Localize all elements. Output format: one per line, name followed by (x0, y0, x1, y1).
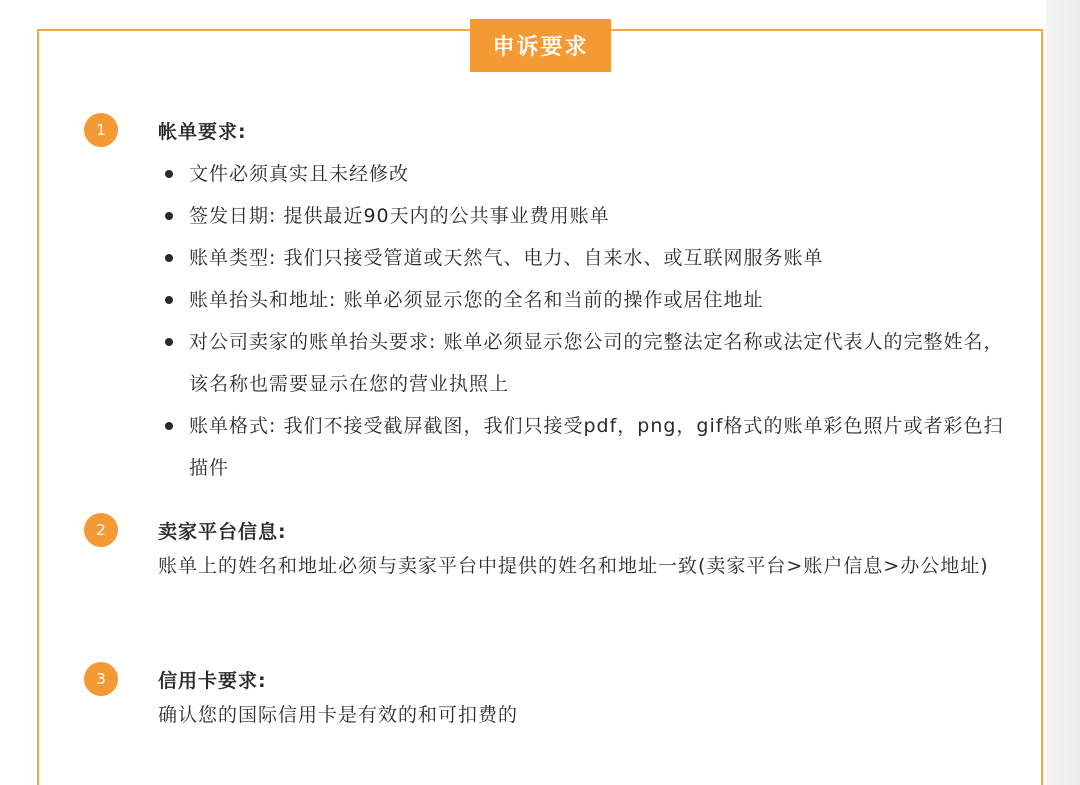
bullet-dot-icon (165, 338, 173, 346)
section-title: 帐单要求: (158, 121, 247, 143)
list-item-text: 账单类型: 我们只接受管道或天然气、电力、自来水、或互联网服务账单 (189, 247, 824, 269)
number-badge: 3 (84, 662, 118, 696)
right-shadow (1046, 0, 1080, 785)
list-item-text: 签发日期: 提供最近90天内的公共事业费用账单 (189, 205, 610, 227)
section-title: 卖家平台信息: (158, 521, 287, 543)
section-body: 账单上的姓名和地址必须与卖家平台中提供的姓名和地址一致(卖家平台>账户信息>办公地址) (158, 555, 989, 577)
bullet-dot-icon (165, 170, 173, 178)
list-item (158, 153, 1018, 195)
bullet-dot-icon (165, 422, 173, 430)
bullet-dot-icon (165, 254, 173, 262)
section-body: 确认您的国际信用卡是有效的和可扣费的 (158, 704, 519, 726)
number-badge: 2 (84, 513, 118, 547)
list-item (158, 405, 1018, 489)
requirement-list (158, 153, 1018, 489)
section-title: 信用卡要求: (158, 670, 267, 692)
bullet-dot-icon (165, 296, 173, 304)
list-item (158, 279, 1018, 321)
list-item (158, 195, 1018, 237)
list-item-text: 对公司卖家的账单抬头要求: 账单必须显示您公司的完整法定名称或法定代表人的完整姓名，该名称也需要显示在您的营业执照上 (189, 331, 1004, 395)
list-item-text: 账单格式: 我们不接受截屏截图，我们只接受pdf，png，gif格式的账单彩色照片或者彩色扫描件 (189, 415, 1004, 479)
list-item (158, 237, 1018, 279)
title-badge: 申诉要求 (470, 19, 611, 72)
list-item-text: 账单抬头和地址: 账单必须显示您的全名和当前的操作或居住地址 (189, 289, 764, 311)
number-badge: 1 (84, 113, 118, 147)
bullet-dot-icon (165, 212, 173, 220)
list-item-text: 文件必须真实且未经修改 (189, 163, 410, 185)
list-item (158, 321, 1018, 405)
